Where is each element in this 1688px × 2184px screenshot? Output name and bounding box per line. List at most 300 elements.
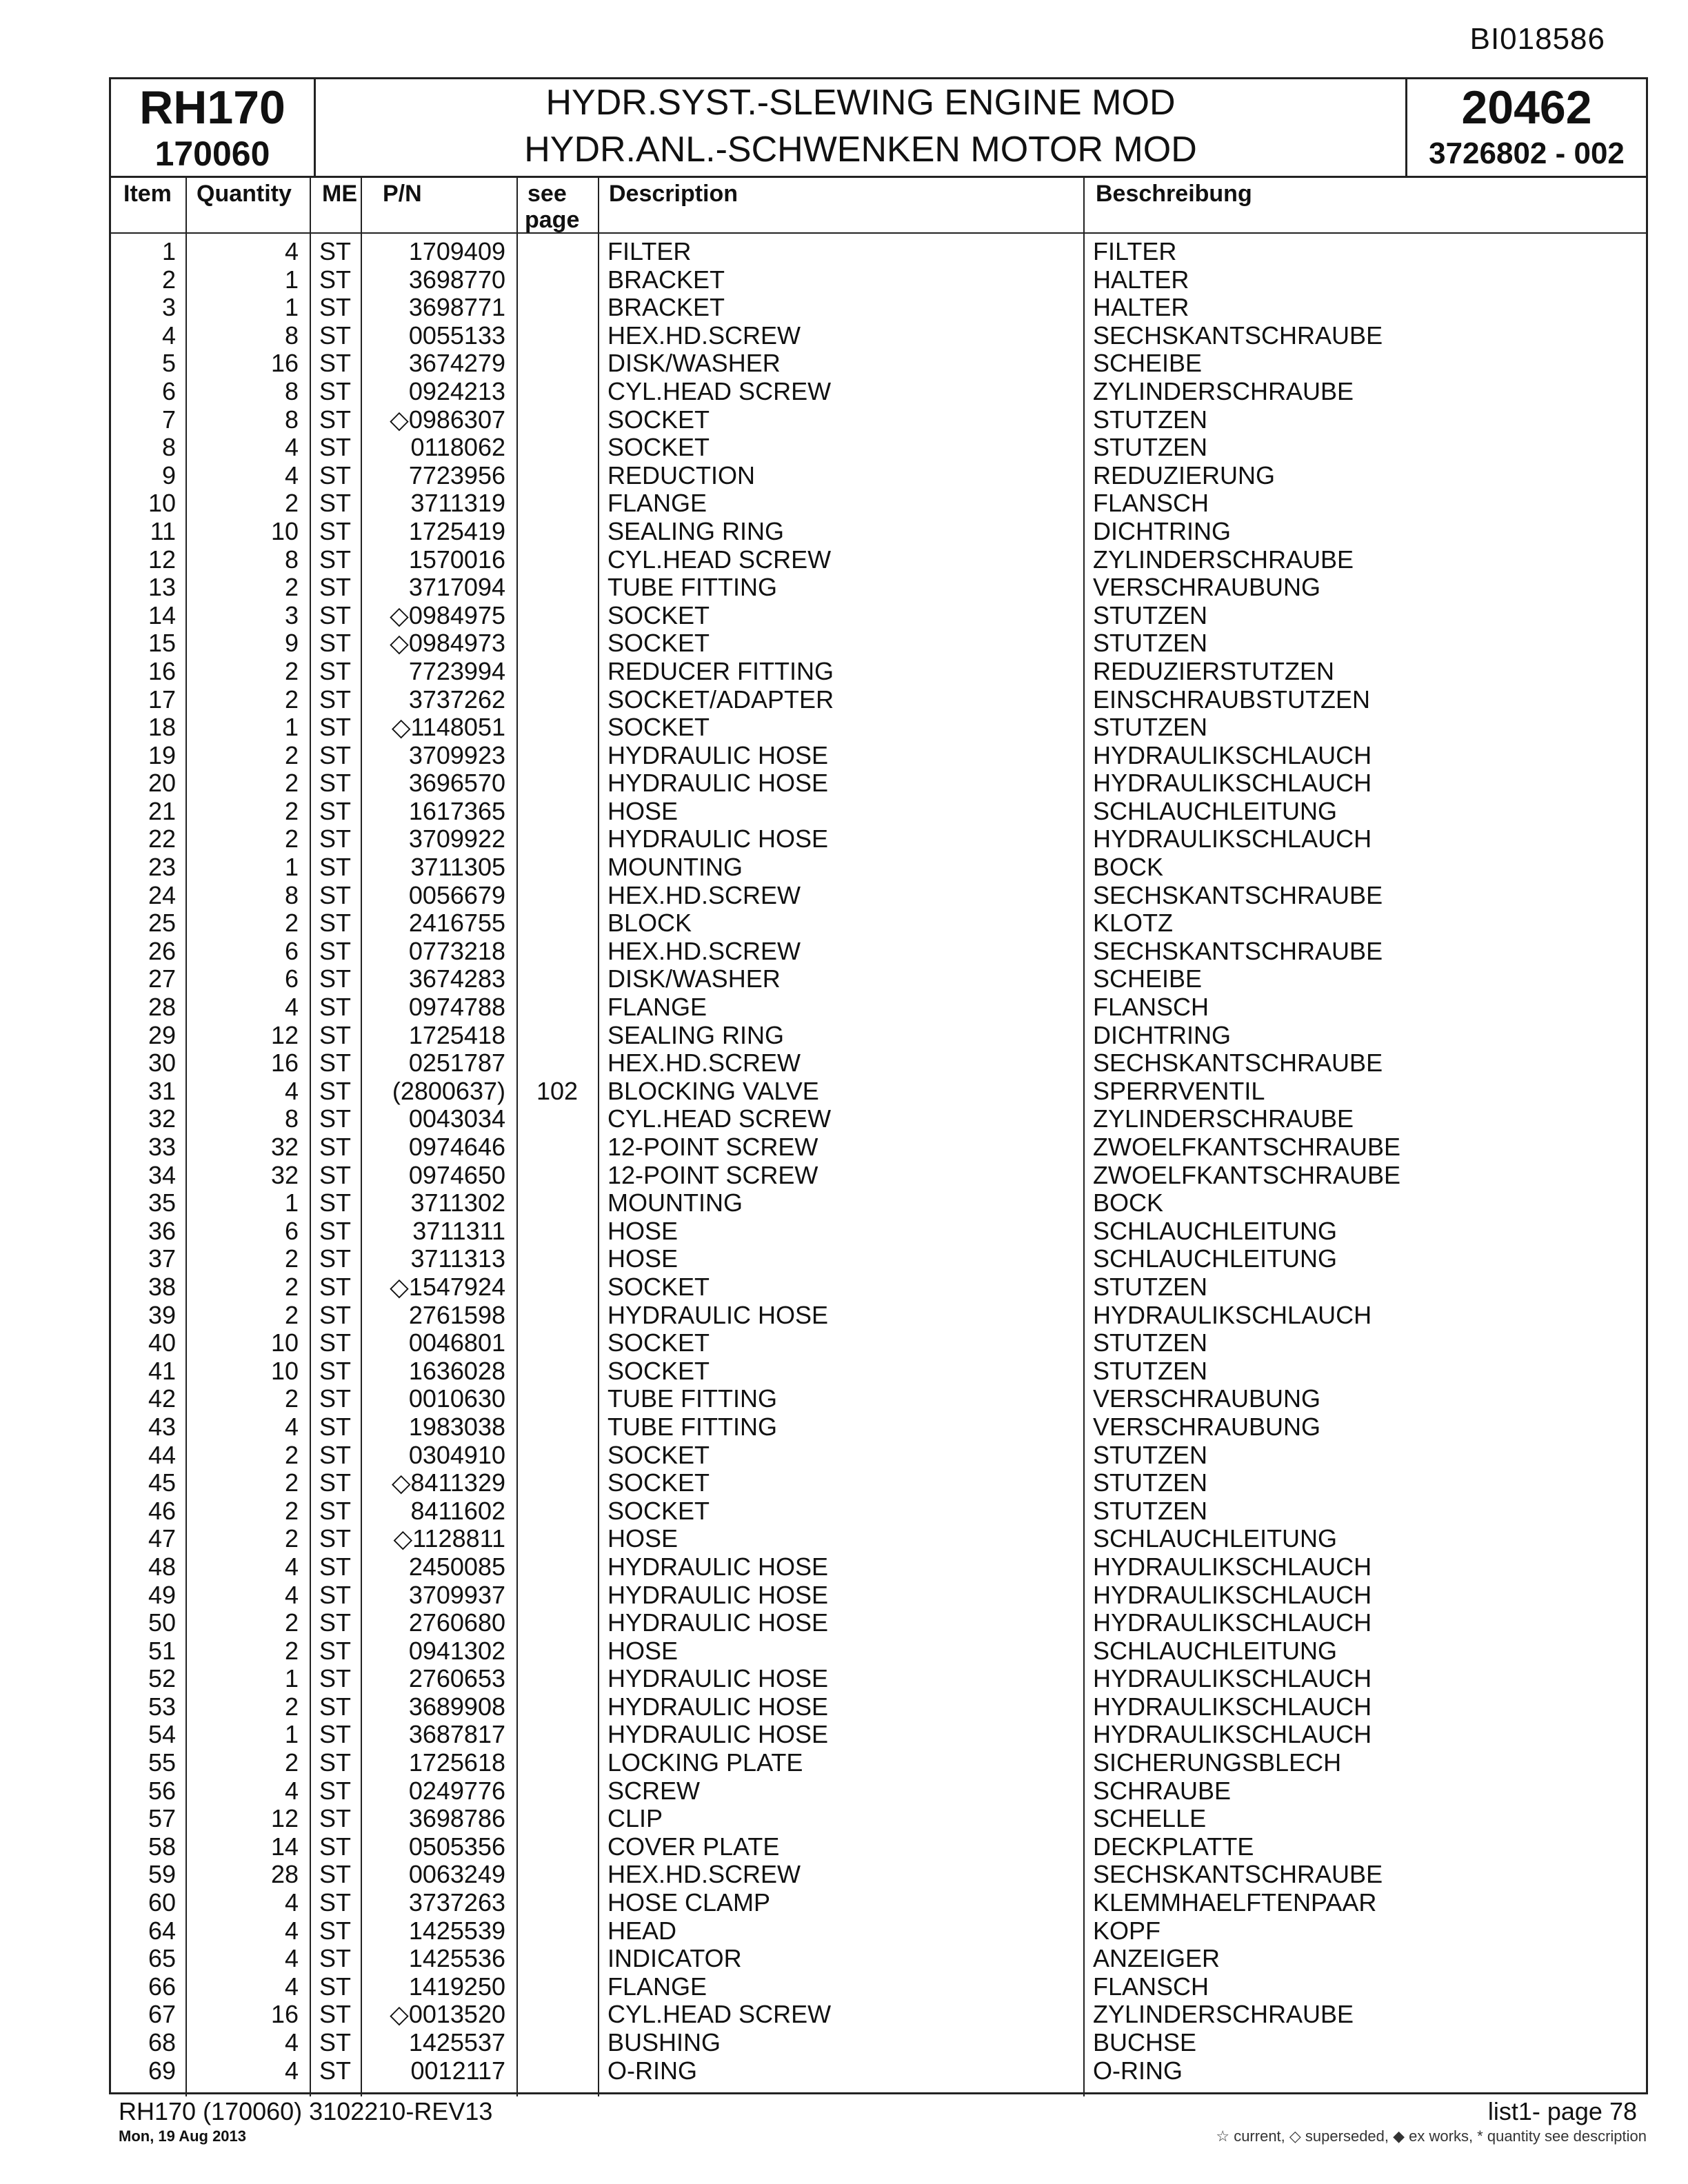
cell-description: TUBE FITTING [607, 574, 777, 602]
cell-unit: ST [319, 1721, 352, 1749]
cell-description: HYDRAULIC HOSE [607, 769, 829, 798]
cell-quantity: 2 [284, 1385, 299, 1413]
table-row [111, 1861, 1646, 1889]
cell-see-page [516, 1917, 598, 1945]
cell-description: TUBE FITTING [607, 1413, 777, 1441]
table-row [111, 1609, 1646, 1637]
cell-item-number: 27 [148, 965, 176, 993]
cell-unit: ST [319, 937, 352, 965]
cell-see-page [516, 238, 598, 266]
cell-description: O-RING [607, 2056, 697, 2085]
cell-item-number: 36 [148, 1217, 176, 1245]
cell-quantity: 2 [284, 489, 299, 518]
cell-see-page [516, 546, 598, 574]
cell-quantity: 2 [284, 1245, 299, 1273]
cell-quantity: 2 [284, 1441, 299, 1469]
cell-see-page [516, 406, 598, 434]
cell-unit: ST [319, 1805, 352, 1833]
cell-description: SOCKET [607, 629, 710, 658]
cell-description: CYL.HEAD SCREW [607, 545, 832, 574]
cell-beschreibung: DICHTRING [1093, 1021, 1231, 1049]
cell-quantity: 32 [270, 1161, 299, 1189]
cell-beschreibung: EINSCHRAUBSTUTZEN [1093, 685, 1371, 714]
cell-beschreibung: STUTZEN [1093, 629, 1207, 658]
cell-unit: ST [319, 1469, 352, 1497]
cell-part-number: 0063249 [408, 1861, 505, 1889]
table-row [111, 1497, 1646, 1526]
table-row [111, 1637, 1646, 1666]
table-row [111, 1133, 1646, 1162]
table-row [111, 294, 1646, 322]
cell-unit: ST [319, 657, 352, 685]
cell-quantity: 2 [284, 1273, 299, 1301]
model-code: 170060 [154, 134, 270, 173]
cell-part-number: 3698786 [408, 1805, 505, 1833]
cell-beschreibung: STUTZEN [1093, 434, 1207, 462]
cell-see-page [516, 2057, 598, 2085]
cell-see-page [516, 602, 598, 630]
cell-quantity: 1 [284, 265, 299, 294]
cell-item-number: 65 [148, 1945, 176, 1973]
cell-quantity: 4 [284, 2056, 299, 2085]
cell-beschreibung: HYDRAULIKSCHLAUCH [1093, 1665, 1372, 1693]
table-row [111, 1413, 1646, 1442]
cell-quantity: 8 [284, 1105, 299, 1133]
table-row [111, 489, 1646, 518]
cell-part-number: 1725419 [408, 517, 505, 545]
table-row [111, 2029, 1646, 2057]
cell-description: HOSE [607, 1637, 679, 1665]
cell-see-page [516, 1189, 598, 1217]
cell-quantity: 1 [284, 294, 299, 322]
cell-item-number: 50 [148, 1609, 176, 1637]
cell-quantity: 32 [270, 1133, 299, 1161]
cell-item-number: 35 [148, 1189, 176, 1217]
cell-quantity: 2 [284, 574, 299, 602]
cell-unit: ST [319, 909, 352, 938]
cell-beschreibung: STUTZEN [1093, 1357, 1207, 1385]
cell-quantity: 8 [284, 545, 299, 574]
table-row [111, 238, 1646, 266]
cell-description: SOCKET [607, 601, 710, 629]
cell-description: HEAD [607, 1917, 677, 1945]
cell-description: BRACKET [607, 294, 725, 322]
cell-part-number: 0043034 [408, 1105, 505, 1133]
cell-see-page [516, 742, 598, 770]
cell-quantity: 16 [270, 350, 299, 378]
cell-beschreibung: FLANSCH [1093, 993, 1209, 1022]
column-header-see: see [528, 181, 567, 207]
cell-description: SCREW [607, 1777, 700, 1805]
cell-part-number: 3689908 [408, 1692, 505, 1721]
cell-part-number: 1570016 [408, 545, 505, 574]
cell-see-page [516, 1357, 598, 1386]
cell-part-number: 3687817 [408, 1721, 505, 1749]
cell-quantity: 4 [284, 1945, 299, 1973]
cell-quantity: 4 [284, 238, 299, 265]
cell-beschreibung: SECHSKANTSCHRAUBE [1093, 321, 1383, 350]
cell-part-number: 0249776 [408, 1777, 505, 1805]
cell-unit: ST [319, 1832, 352, 1861]
cell-beschreibung: STUTZEN [1093, 601, 1207, 629]
cell-description: SOCKET [607, 1357, 710, 1385]
cell-item-number: 3 [161, 294, 176, 322]
cell-item-number: 4 [161, 321, 176, 350]
table-row [111, 882, 1646, 910]
cell-quantity: 2 [284, 1609, 299, 1637]
cell-quantity: 10 [270, 1329, 299, 1357]
table-row [111, 825, 1646, 853]
table-row [111, 1329, 1646, 1357]
cell-item-number: 54 [148, 1721, 176, 1749]
cell-part-number: 1425539 [408, 1917, 505, 1945]
table-row [111, 1469, 1646, 1497]
cell-part-number: 3737262 [408, 685, 505, 714]
cell-unit: ST [319, 1637, 352, 1665]
table-row [111, 1553, 1646, 1581]
cell-see-page [516, 1162, 598, 1190]
cell-unit: ST [319, 1021, 352, 1049]
parts-list-frame [109, 77, 1648, 2094]
cell-see-page [516, 1861, 598, 1889]
cell-item-number: 49 [148, 1581, 176, 1609]
table-row [111, 1581, 1646, 1610]
cell-unit: ST [319, 574, 352, 602]
cell-see-page [516, 489, 598, 518]
cell-see-page [516, 1217, 598, 1246]
cell-part-number: 3698771 [408, 294, 505, 322]
cell-item-number: 16 [148, 657, 176, 685]
cell-quantity: 1 [284, 853, 299, 882]
cell-part-number: 8411602 [410, 1497, 505, 1525]
table-row [111, 1889, 1646, 1917]
table-row [111, 1749, 1646, 1777]
cell-quantity: 4 [284, 1553, 299, 1581]
cell-unit: ST [319, 825, 352, 853]
cell-beschreibung: HYDRAULIKSCHLAUCH [1093, 1301, 1372, 1329]
cell-unit: ST [319, 769, 352, 798]
cell-item-number: 12 [148, 545, 176, 574]
cell-quantity: 4 [284, 1777, 299, 1805]
cell-see-page [516, 1609, 598, 1637]
cell-part-number: 2760680 [408, 1609, 505, 1637]
cell-part-number: 3711319 [410, 489, 505, 518]
cell-see-page [516, 798, 598, 826]
cell-see-page [516, 882, 598, 910]
cell-see-page [516, 1973, 598, 2001]
cell-unit: ST [319, 1945, 352, 1973]
cell-beschreibung: REDUZIERSTUTZEN [1093, 657, 1334, 685]
cell-unit: ST [319, 2056, 352, 2085]
cell-unit: ST [319, 601, 352, 629]
cell-item-number: 66 [148, 1972, 176, 2001]
cell-see-page [516, 322, 598, 350]
cell-beschreibung: STUTZEN [1093, 1273, 1207, 1301]
cell-unit: ST [319, 1133, 352, 1161]
cell-description: SOCKET [607, 714, 710, 742]
cell-see-page [516, 1302, 598, 1330]
cell-see-page [516, 1777, 598, 1806]
group-cell [1405, 79, 1646, 176]
cell-item-number: 39 [148, 1301, 176, 1329]
cell-beschreibung: HYDRAULIKSCHLAUCH [1093, 741, 1372, 769]
cell-item-number: 43 [148, 1413, 176, 1441]
parts-table-body [111, 238, 1646, 2085]
cell-see-page [516, 993, 598, 1022]
cell-part-number: 7723956 [408, 461, 505, 489]
title-block [111, 79, 1646, 178]
cell-description: HYDRAULIC HOSE [607, 1609, 829, 1637]
cell-description: SOCKET [607, 1497, 710, 1525]
column-header-page: page [525, 207, 580, 233]
cell-description: REDUCER FITTING [607, 657, 834, 685]
cell-item-number: 1 [161, 238, 176, 265]
group-reference: 3726802 - 002 [1429, 136, 1625, 170]
table-row [111, 1049, 1646, 1078]
cell-item-number: 58 [148, 1832, 176, 1861]
cell-item-number: 47 [148, 1525, 176, 1553]
cell-description: SOCKET [607, 1441, 710, 1469]
cell-description: CYL.HEAD SCREW [607, 2001, 832, 2029]
cell-see-page [516, 266, 598, 294]
cell-item-number: 51 [148, 1637, 176, 1665]
cell-item-number: 37 [148, 1245, 176, 1273]
cell-item-number: 33 [148, 1133, 176, 1161]
cell-see-page [516, 1133, 598, 1162]
cell-see-page [516, 1273, 598, 1302]
cell-part-number: 3709937 [408, 1581, 505, 1609]
cell-quantity: 4 [284, 1077, 299, 1105]
cell-description: HYDRAULIC HOSE [607, 741, 829, 769]
column-header-description: Description [609, 181, 738, 207]
cell-item-number: 60 [148, 1889, 176, 1917]
cell-item-number: 46 [148, 1497, 176, 1525]
cell-part-number: 0974650 [408, 1161, 505, 1189]
cell-description: HEX.HD.SCREW [607, 321, 801, 350]
cell-beschreibung: STUTZEN [1093, 1329, 1207, 1357]
footer-legend: ☆ current, ◇ superseded, ◆ ex works, * quantity see description [1216, 2127, 1647, 2145]
cell-beschreibung: SECHSKANTSCHRAUBE [1093, 1049, 1383, 1078]
cell-item-number: 67 [148, 2001, 176, 2029]
cell-see-page [516, 853, 598, 882]
cell-description: SOCKET [607, 434, 710, 462]
cell-see-page [516, 686, 598, 714]
cell-see-page [516, 518, 598, 546]
cell-description: LOCKING PLATE [607, 1749, 803, 1777]
cell-quantity: 2 [284, 685, 299, 714]
cell-beschreibung: HYDRAULIKSCHLAUCH [1093, 1721, 1372, 1749]
cell-see-page [516, 1469, 598, 1497]
cell-description: SOCKET [607, 1273, 710, 1301]
cell-beschreibung: SECHSKANTSCHRAUBE [1093, 881, 1383, 909]
cell-item-number: 26 [148, 937, 176, 965]
table-row [111, 1973, 1646, 2001]
cell-description: HYDRAULIC HOSE [607, 825, 829, 853]
cell-unit: ST [319, 1665, 352, 1693]
table-row [111, 909, 1646, 938]
cell-beschreibung: ZWOELFKANTSCHRAUBE [1093, 1161, 1401, 1189]
cell-unit: ST [319, 434, 352, 462]
cell-part-number: 0304910 [408, 1441, 505, 1469]
group-number: 20462 [1461, 81, 1592, 134]
cell-part-number: 0773218 [408, 937, 505, 965]
cell-beschreibung: HALTER [1093, 265, 1189, 294]
cell-item-number: 34 [148, 1161, 176, 1189]
cell-part-number: 3711311 [412, 1217, 505, 1245]
cell-beschreibung: HYDRAULIKSCHLAUCH [1093, 1609, 1372, 1637]
cell-part-number: ◇0984975 [390, 601, 505, 629]
cell-beschreibung: STUTZEN [1093, 1469, 1207, 1497]
cell-quantity: 8 [284, 377, 299, 405]
cell-quantity: 14 [270, 1832, 299, 1861]
cell-see-page [516, 434, 598, 462]
cell-quantity: 10 [270, 517, 299, 545]
cell-quantity: 2 [284, 1692, 299, 1721]
cell-see-page [516, 658, 598, 686]
cell-part-number: 0012117 [410, 2056, 505, 2085]
cell-item-number: 9 [161, 461, 176, 489]
cell-unit: ST [319, 405, 352, 434]
cell-quantity: 8 [284, 881, 299, 909]
cell-part-number: 3717094 [408, 574, 505, 602]
table-row [111, 1217, 1646, 1246]
cell-see-page [516, 1749, 598, 1777]
cell-unit: ST [319, 881, 352, 909]
cell-item-number: 21 [148, 797, 176, 825]
cell-quantity: 4 [284, 1413, 299, 1441]
cell-quantity: 2 [284, 1637, 299, 1665]
column-header-item: Item [123, 181, 172, 207]
cell-unit: ST [319, 1413, 352, 1441]
model-name: RH170 [139, 81, 285, 134]
table-row [111, 406, 1646, 434]
column-header-beschreibung: Beschreibung [1096, 181, 1252, 207]
cell-item-number: 28 [148, 993, 176, 1022]
cell-beschreibung: HYDRAULIKSCHLAUCH [1093, 769, 1372, 798]
cell-part-number: ◇0013520 [390, 2001, 505, 2029]
cell-beschreibung: VERSCHRAUBUNG [1093, 1413, 1321, 1441]
cell-beschreibung: SECHSKANTSCHRAUBE [1093, 1861, 1383, 1889]
cell-unit: ST [319, 1357, 352, 1385]
cell-beschreibung: SCHEIBE [1093, 965, 1203, 993]
cell-beschreibung: ANZEIGER [1093, 1945, 1220, 1973]
cell-description: DISK/WASHER [607, 965, 781, 993]
cell-beschreibung: HALTER [1093, 294, 1189, 322]
cell-part-number: 3709922 [408, 825, 505, 853]
cell-item-number: 55 [148, 1749, 176, 1777]
cell-item-number: 30 [148, 1049, 176, 1078]
cell-quantity: 2 [284, 657, 299, 685]
table-row [111, 629, 1646, 658]
cell-beschreibung: DECKPLATTE [1093, 1832, 1254, 1861]
cell-see-page [516, 1721, 598, 1749]
cell-description: SOCKET/ADAPTER [607, 685, 834, 714]
cell-see-page [516, 1442, 598, 1470]
cell-item-number: 53 [148, 1692, 176, 1721]
cell-part-number: 0251787 [408, 1049, 505, 1078]
footer-page-number: list1- page 78 [1487, 2097, 1637, 2125]
cell-quantity: 2 [284, 909, 299, 938]
table-row [111, 574, 1646, 602]
cell-part-number: 3698770 [408, 265, 505, 294]
table-row [111, 658, 1646, 686]
cell-unit: ST [319, 1273, 352, 1301]
table-row [111, 2001, 1646, 2029]
cell-description: TUBE FITTING [607, 1385, 777, 1413]
cell-part-number: 1419250 [408, 1972, 505, 2001]
cell-beschreibung: BOCK [1093, 853, 1164, 882]
cell-quantity: 2 [284, 1301, 299, 1329]
cell-quantity: 1 [284, 1665, 299, 1693]
cell-quantity: 8 [284, 321, 299, 350]
cell-quantity: 1 [284, 1189, 299, 1217]
cell-description: FILTER [607, 238, 692, 265]
cell-part-number: 3696570 [408, 769, 505, 798]
cell-beschreibung: DICHTRING [1093, 517, 1231, 545]
table-row [111, 350, 1646, 378]
cell-item-number: 44 [148, 1441, 176, 1469]
cell-unit: ST [319, 294, 352, 322]
cell-part-number: 3709923 [408, 741, 505, 769]
table-row [111, 965, 1646, 993]
cell-part-number: ◇8411329 [391, 1469, 505, 1497]
cell-see-page [516, 1889, 598, 1917]
cell-unit: ST [319, 629, 352, 658]
cell-unit: ST [319, 685, 352, 714]
cell-part-number: 7723994 [408, 657, 505, 685]
cell-unit: ST [319, 1553, 352, 1581]
cell-beschreibung: HYDRAULIKSCHLAUCH [1093, 1692, 1372, 1721]
cell-quantity: 8 [284, 405, 299, 434]
cell-beschreibung: SICHERUNGSBLECH [1093, 1749, 1342, 1777]
cell-description: HEX.HD.SCREW [607, 1861, 801, 1889]
cell-beschreibung: ZYLINDERSCHRAUBE [1093, 2001, 1354, 2029]
cell-quantity: 16 [270, 1049, 299, 1078]
cell-part-number: 1617365 [408, 797, 505, 825]
cell-quantity: 28 [270, 1861, 299, 1889]
cell-part-number: 3711313 [410, 1245, 505, 1273]
cell-part-number: 1725618 [408, 1749, 505, 1777]
document-id: BI018586 [1469, 22, 1605, 56]
cell-item-number: 57 [148, 1805, 176, 1833]
cell-quantity: 12 [270, 1805, 299, 1833]
cell-unit: ST [319, 545, 352, 574]
cell-unit: ST [319, 2001, 352, 2029]
cell-part-number: 0118062 [410, 434, 505, 462]
cell-description: CLIP [607, 1805, 663, 1833]
table-row [111, 1022, 1646, 1050]
cell-unit: ST [319, 965, 352, 993]
table-row [111, 1721, 1646, 1749]
cell-item-number: 13 [148, 574, 176, 602]
cell-item-number: 64 [148, 1917, 176, 1945]
cell-description: COVER PLATE [607, 1832, 780, 1861]
cell-description: FLANGE [607, 1972, 707, 2001]
table-row [111, 1917, 1646, 1945]
cell-quantity: 2 [284, 825, 299, 853]
cell-beschreibung: FLANSCH [1093, 489, 1209, 518]
table-row [111, 1357, 1646, 1386]
cell-see-page [516, 1581, 598, 1610]
cell-quantity: 9 [284, 629, 299, 658]
cell-item-number: 7 [161, 405, 176, 434]
cell-unit: ST [319, 1217, 352, 1245]
cell-description: CYL.HEAD SCREW [607, 1105, 832, 1133]
cell-part-number: 1425537 [408, 2029, 505, 2056]
cell-unit: ST [319, 1692, 352, 1721]
cell-beschreibung: VERSCHRAUBUNG [1093, 1385, 1321, 1413]
table-row [111, 853, 1646, 882]
